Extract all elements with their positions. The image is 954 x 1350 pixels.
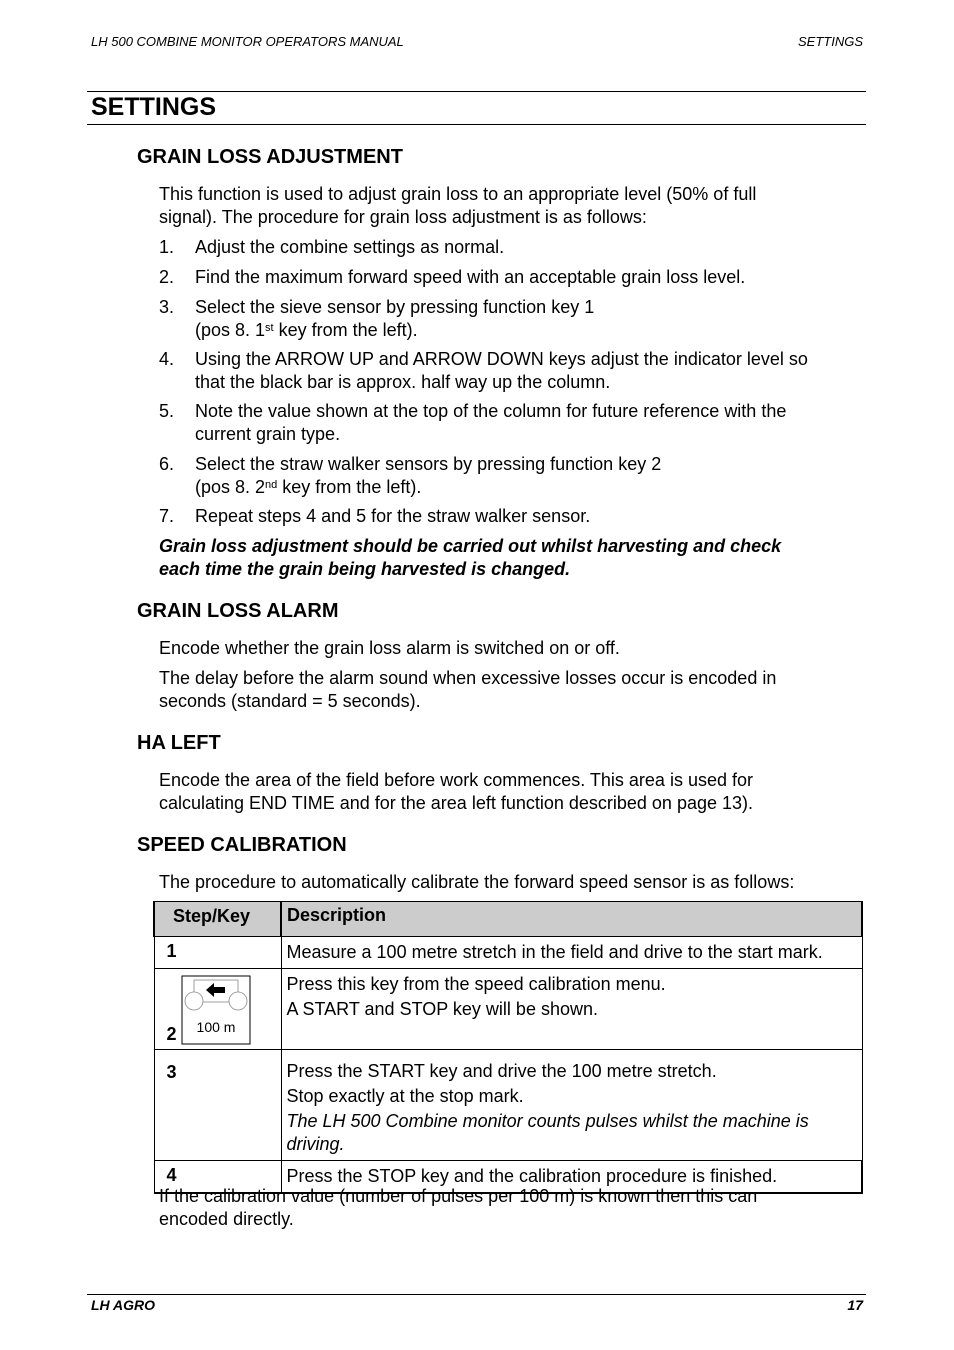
column-header-step-key: Step/Key bbox=[154, 902, 281, 937]
step-2-text: Find the maximum forward speed with an acceptable grain loss level. bbox=[195, 267, 746, 287]
step-number-2: 2 bbox=[166, 1024, 177, 1044]
step-number: 4. bbox=[159, 349, 175, 369]
heading-ha-left: HA LEFT bbox=[137, 732, 221, 754]
description-cell: Press the START key and drive the 100 metre stretch. Stop exactly at the stop mark. The LH 500 Combine monitor counts pulses whilst the machine is driving. bbox=[281, 1050, 862, 1161]
description-cell: Press this key from the speed calibration menu. A START and STOP key will be shown. bbox=[281, 969, 862, 1050]
step-number: 6. bbox=[159, 454, 175, 474]
step-number: 7. bbox=[159, 506, 175, 526]
step-cell: 4 bbox=[154, 1161, 281, 1194]
step-6-text: Select the straw walker sensors by pressing function key 2 (pos 8. 2nd key from the left). bbox=[195, 454, 662, 497]
heading-speed-calibration: SPEED CALIBRATION bbox=[137, 834, 347, 856]
step-3-text: Select the sieve sensor by pressing function key 1 (pos 8. 1st key from the left). bbox=[195, 297, 595, 340]
page-title: SETTINGS bbox=[91, 93, 217, 121]
table-row bbox=[154, 937, 862, 969]
step-number: 2. bbox=[159, 267, 175, 287]
heading-grain-loss-alarm: GRAIN LOSS ALARM bbox=[137, 600, 339, 622]
running-header-left: LH 500 COMBINE MONITOR OPERATORS MANUAL bbox=[91, 34, 404, 49]
paragraph-speed-intro: The procedure to automatically calibrate the forward speed sensor is as follows: bbox=[159, 872, 795, 892]
paragraph-ha-left: Encode the area of the field before work commences. This area is used for calculating END TIME and for the area left function described on page 13). bbox=[159, 770, 754, 813]
paragraph-calibration-value: If the calibration value (number of pulses per 100 m) is known then this can encoded directly. bbox=[159, 1186, 758, 1229]
heading-grain-loss-adjustment: GRAIN LOSS ADJUSTMENT bbox=[137, 146, 403, 168]
table-row bbox=[154, 1050, 862, 1161]
footer-rule bbox=[87, 1294, 866, 1295]
title-rule-top bbox=[87, 91, 866, 92]
table-header-row bbox=[154, 902, 862, 937]
paragraph-alarm-delay: The delay before the alarm sound when excessive losses occur is encoded in seconds (standard = 5 seconds). bbox=[159, 668, 777, 711]
running-header-right: SETTINGS bbox=[797, 34, 863, 49]
step-number: 1. bbox=[159, 237, 175, 257]
page-number: 17 bbox=[847, 1297, 863, 1313]
step-number: 3. bbox=[159, 297, 175, 317]
step-7-text: Repeat steps 4 and 5 for the straw walker sensor. bbox=[195, 506, 591, 526]
description-cell: Measure a 100 metre stretch in the field and drive to the start mark. bbox=[281, 937, 862, 969]
footer-brand: LH AGRO bbox=[91, 1297, 156, 1313]
speed-calibration-key-icon bbox=[181, 975, 251, 1045]
step-number: 5. bbox=[159, 401, 175, 421]
paragraph-alarm-switch: Encode whether the grain loss alarm is switched on or off. bbox=[159, 638, 620, 658]
column-header-description: Description bbox=[281, 902, 862, 937]
description-cell: Press the STOP key and the calibration procedure is finished. bbox=[281, 1161, 862, 1194]
paragraph-intro: This function is used to adjust grain loss to an appropriate level (50% of full signal). The procedure for grain loss adjustment is as follows: bbox=[159, 184, 757, 227]
note-warning: Grain loss adjustment should be carried out whilst harvesting and check each time the grain being harvested is changed. bbox=[159, 536, 782, 579]
key-label: 100 m bbox=[196, 1019, 235, 1035]
step-cell: 1 bbox=[154, 937, 281, 969]
title-rule-bottom bbox=[87, 124, 866, 125]
calibration-table bbox=[153, 901, 863, 1194]
step-cell bbox=[154, 969, 281, 1050]
step-1-text: Adjust the combine settings as normal. bbox=[195, 237, 505, 257]
step-4-text: Using the ARROW UP and ARROW DOWN keys adjust the indicator level so that the black bar is approx. half way up the column. bbox=[195, 349, 808, 392]
table-row bbox=[154, 969, 862, 1050]
step-5-text: Note the value shown at the top of the column for future reference with the current grain type. bbox=[195, 401, 787, 444]
step-cell: 3 bbox=[154, 1050, 281, 1161]
